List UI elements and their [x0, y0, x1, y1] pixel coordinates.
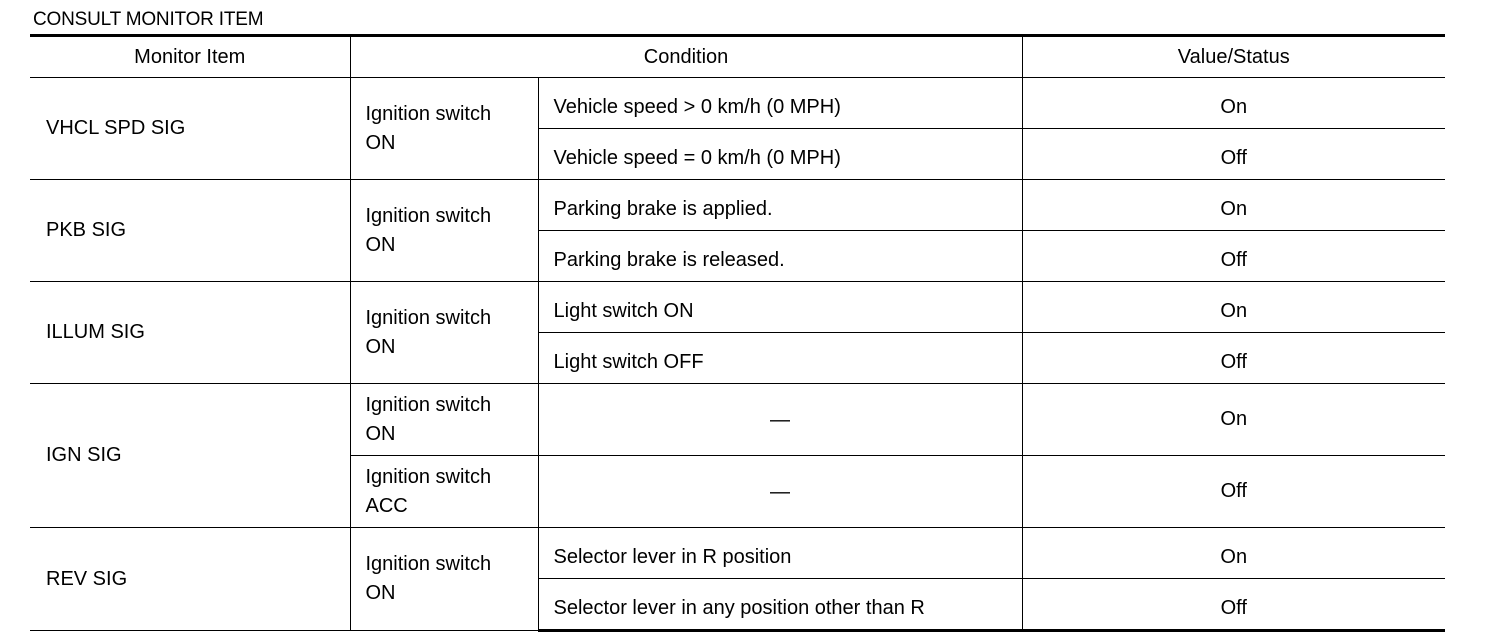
header-monitor-item: Monitor Item — [30, 36, 350, 78]
condition-cell: Vehicle speed > 0 km/h (0 MPH) — [538, 78, 1022, 129]
ignition-cell — [350, 384, 538, 456]
value-cell: Off — [1022, 231, 1445, 282]
condition-cell: — — [538, 384, 1022, 456]
ignition-state: ON — [365, 335, 396, 358]
monitor-item-cell: VHCL SPD SIG — [30, 78, 350, 180]
condition-cell: Parking brake is released. — [538, 231, 1022, 282]
condition-cell: — — [538, 456, 1022, 528]
ignition-cell — [350, 528, 538, 631]
monitor-item-cell: REV SIG — [30, 528, 350, 631]
consult-monitor-table — [30, 34, 1445, 632]
section-title: CONSULT MONITOR ITEM — [33, 9, 264, 30]
ignition-line: Ignition switch — [365, 465, 492, 488]
value-cell: Off — [1022, 456, 1445, 528]
header-condition: Condition — [350, 36, 1022, 78]
condition-cell: Parking brake is applied. — [538, 180, 1022, 231]
ignition-cell — [350, 456, 538, 528]
table-row — [30, 78, 1445, 129]
table-row — [30, 528, 1445, 579]
ignition-state: ON — [365, 422, 396, 445]
ignition-line: Ignition switch — [365, 102, 492, 125]
value-cell: On — [1022, 528, 1445, 579]
value-cell: On — [1022, 78, 1445, 129]
monitor-item-cell: IGN SIG — [30, 384, 350, 528]
value-cell: On — [1022, 282, 1445, 333]
ignition-cell — [350, 78, 538, 180]
table-row — [30, 180, 1445, 231]
condition-cell: Selector lever in any position other than R — [538, 579, 1022, 631]
ignition-cell — [350, 282, 538, 384]
ignition-state: ON — [365, 582, 396, 604]
value-cell: Off — [1022, 333, 1445, 384]
value-cell: Off — [1022, 129, 1445, 180]
value-cell: On — [1022, 384, 1445, 456]
ignition-line: Ignition switch — [365, 204, 492, 227]
monitor-item-cell: PKB SIG — [30, 180, 350, 282]
ignition-cell — [350, 180, 538, 282]
monitor-item-cell: ILLUM SIG — [30, 282, 350, 384]
condition-cell: Light switch ON — [538, 282, 1022, 333]
condition-cell: Light switch OFF — [538, 333, 1022, 384]
header-value-status: Value/Status — [1022, 36, 1445, 78]
ignition-line: Ignition switch — [365, 553, 492, 575]
header-row — [30, 36, 1445, 78]
value-cell: Off — [1022, 579, 1445, 631]
ignition-state: ACC — [365, 494, 408, 517]
table-row — [30, 282, 1445, 333]
ignition-state: ON — [365, 233, 396, 256]
ignition-line: Ignition switch — [365, 306, 492, 329]
ignition-state: ON — [365, 131, 396, 154]
value-cell: On — [1022, 180, 1445, 231]
ignition-line: Ignition switch — [365, 393, 492, 416]
condition-cell: Selector lever in R position — [538, 528, 1022, 579]
condition-cell: Vehicle speed = 0 km/h (0 MPH) — [538, 129, 1022, 180]
table-row — [30, 384, 1445, 456]
